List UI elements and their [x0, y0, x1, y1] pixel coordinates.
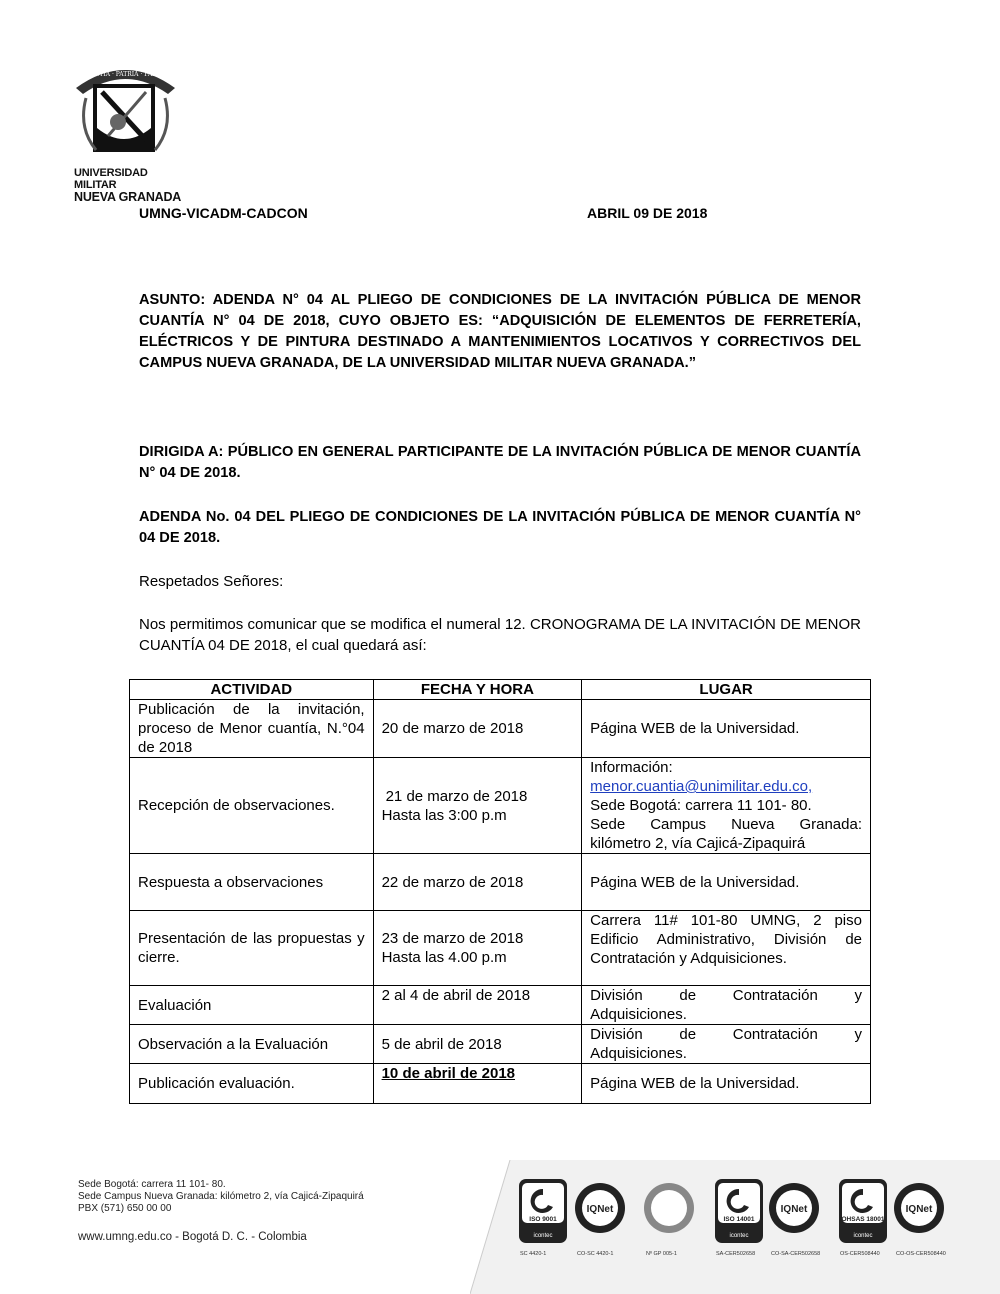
svg-text:icontec: icontec [533, 1233, 553, 1239]
certification-badge [892, 1175, 946, 1253]
table-row [130, 854, 871, 911]
certification-name: IQNet [586, 1204, 614, 1215]
cell-fecha: 20 de marzo de 2018 [373, 700, 582, 758]
certification-badge [573, 1175, 627, 1253]
cell-actividad: Respuesta a observaciones [130, 854, 374, 911]
cell-lugar: Página WEB de la Universidad. [582, 700, 871, 758]
certification-name: ISO 9001 [529, 1216, 557, 1223]
certification-code: CO-OS-CER508440 [896, 1251, 946, 1257]
addendum-title: ADENDA No. 04 DEL PLIEGO DE CONDICIONES DE LA INVITACIÓN PÚBLICA DE MENOR CUANTÍA N° 04 DE 2018. [139, 509, 861, 546]
column-header-actividad: ACTIVIDAD [130, 680, 374, 700]
university-name: UNIVERSIDAD MILITAR NUEVA GRANADA [74, 167, 182, 204]
certification-badge [516, 1175, 570, 1253]
university-crest-icon [68, 58, 183, 163]
certification-name: ISO 14001 [723, 1216, 755, 1223]
document-reference: UMNG-VICADM-CADCON [139, 205, 308, 221]
certification-badge [836, 1175, 890, 1253]
footer-website: www.umng.edu.co - Bogotá D. C. - Colombia [78, 1231, 307, 1243]
cell-actividad: Publicación de la invitación, proceso de Menor cuantía, N.°04 de 2018 [130, 700, 374, 758]
table-row [130, 986, 871, 1025]
logo-motto: SCIENTIA · PATRIA · FAMILIA [78, 71, 172, 78]
greeting: Respetados Señores: [139, 573, 284, 590]
certification-code: CO-SC 4420-1 [577, 1251, 614, 1257]
certification-code: OS-CER508440 [840, 1251, 880, 1257]
email-link[interactable]: menor.cuantia@unimilitar.edu.co, [590, 778, 813, 795]
table-row [130, 758, 871, 854]
certification-name: OHSAS 18001 [841, 1216, 885, 1223]
cell-actividad: Recepción de observaciones. [130, 758, 374, 854]
table-row [130, 1025, 871, 1064]
subject-paragraph: ASUNTO: ADENDA N° 04 AL PLIEGO DE CONDICIONES DE LA INVITACIÓN PÚBLICA DE MENOR CUANTÍA N° 04 DE 2018, CUYO OBJETO ES: “ADQUISICIÓN DE ELEMENTOS DE FERRETERÍA, ELÉCTRICOS Y DE PINTURA DESTINADO A MANTENIMIENTOS LOCATIVOS Y CORRECTIVOS DEL CAMPUS NUEVA GRANADA, DE LA UNIVERSIDAD MILITAR NUEVA GRANADA.” [139, 292, 861, 371]
certification-code: CO-SA-CER502658 [771, 1251, 821, 1257]
addressee-paragraph: DIRIGIDA A: PÚBLICO EN GENERAL PARTICIPANTE DE LA INVITACIÓN PÚBLICA DE MENOR CUANTÍA N° 04 DE 2018. [139, 444, 861, 481]
cell-fecha: 22 de marzo de 2018 [373, 854, 582, 911]
certification-badge [642, 1175, 696, 1253]
certification-code: Nº GP 005-1 [646, 1251, 677, 1257]
column-header-lugar: LUGAR [582, 680, 871, 700]
certification-badge [767, 1175, 821, 1253]
svg-text:icontec: icontec [729, 1233, 749, 1239]
cell-lugar: Información: menor.cuantia@unimilitar.edu.co, Sede Bogotá: carrera 11 101- 80. Sede Campus Nueva Granada: kilómetro 2, vía Cajicá-Zipaquirá [582, 758, 871, 854]
table-row [130, 1064, 871, 1104]
cell-fecha: 5 de abril de 2018 [373, 1025, 582, 1064]
university-logo [68, 58, 183, 204]
column-header-fecha: FECHA Y HORA [373, 680, 582, 700]
certification-code: SC 4420-1 [520, 1251, 547, 1257]
table-header-row [130, 680, 871, 700]
cell-fecha: 10 de abril de 2018 [373, 1064, 582, 1104]
certification-name: IQNet [905, 1204, 933, 1215]
cell-lugar: Página WEB de la Universidad. [582, 854, 871, 911]
table-row [130, 700, 871, 758]
cell-actividad: Evaluación [130, 986, 374, 1025]
intro-paragraph: Nos permitimos comunicar que se modifica el numeral 12. CRONOGRAMA DE LA INVITACIÓN DE MENOR CUANTÍA 04 DE 2018, el cual quedará así: [139, 616, 861, 654]
certification-code: SA-CER502658 [716, 1251, 756, 1257]
schedule-table [129, 679, 871, 1104]
cell-actividad: Publicación evaluación. [130, 1064, 374, 1104]
cell-lugar: División de Contratación y Adquisiciones. [582, 986, 871, 1025]
footer-address: Sede Bogotá: carrera 11 101- 80. Sede Campus Nueva Granada: kilómetro 2, vía Cajicá-Zipaquirá PBX (571) 650 00 00 [78, 1179, 364, 1214]
cell-actividad: Presentación de las propuestas y cierre. [130, 911, 374, 986]
cell-lugar: Carrera 11# 101-80 UMNG, 2 piso Edificio Administrativo, División de Contratación y Adquisiciones. [582, 911, 871, 986]
cell-fecha: 2 al 4 de abril de 2018 [373, 986, 582, 1025]
svg-text:icontec: icontec [853, 1233, 873, 1239]
cell-fecha: 23 de marzo de 2018 Hasta las 4.00 p.m [373, 911, 582, 986]
cell-lugar: División de Contratación y Adquisiciones. [582, 1025, 871, 1064]
certification-badge [712, 1175, 766, 1253]
table-row [130, 911, 871, 986]
certification-name: IQNet [780, 1204, 808, 1215]
document-date: ABRIL 09 DE 2018 [587, 205, 708, 221]
cell-lugar: Página WEB de la Universidad. [582, 1064, 871, 1104]
cell-fecha: 21 de marzo de 2018 Hasta las 3:00 p.m [373, 758, 582, 854]
cell-actividad: Observación a la Evaluación [130, 1025, 374, 1064]
